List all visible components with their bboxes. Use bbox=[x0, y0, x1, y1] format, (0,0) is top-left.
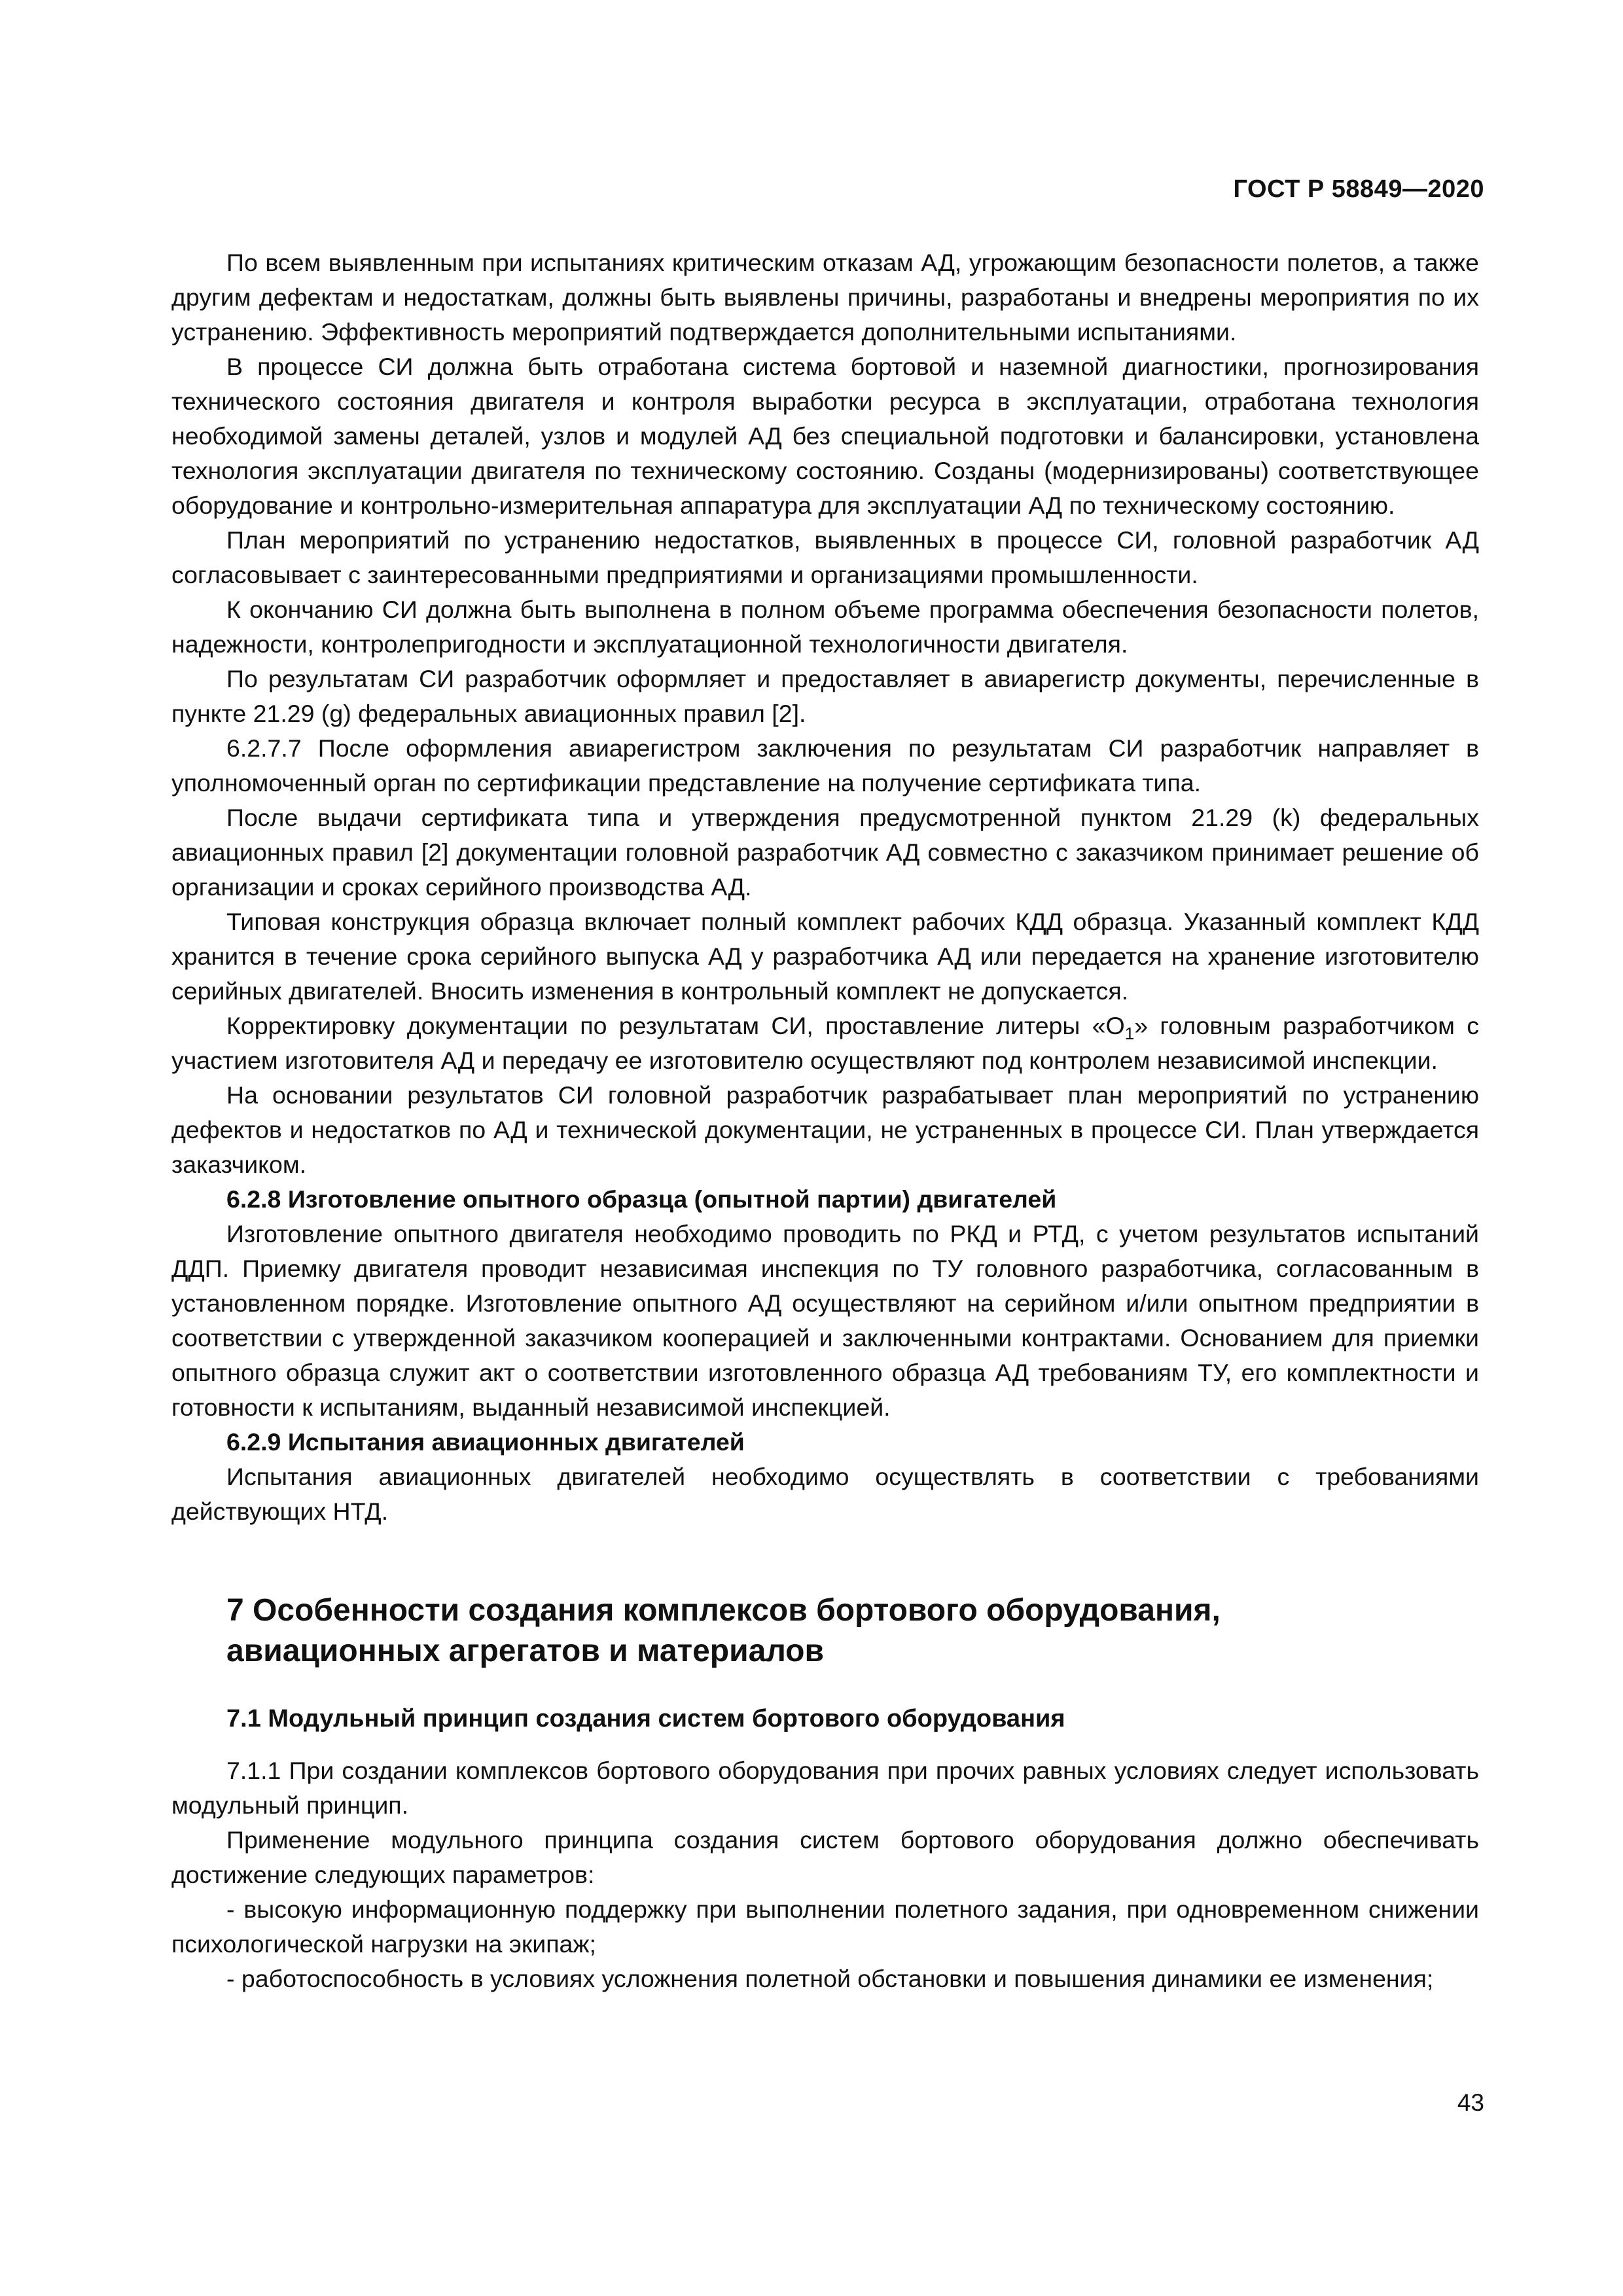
section-heading-7-1: 7.1 Модульный принцип создания систем бортового оборудования bbox=[226, 1705, 1065, 1732]
page-number: 43 bbox=[1457, 2089, 1484, 2116]
list-item: - высокую информационную поддержку при выполнении полетного задания, при одновременном снижении психологической нагрузки на экипаж; bbox=[171, 1895, 1479, 1958]
text-run: » головным разработчиком с участием изготовителя АД и передачу ее изготовителю осуществляют под контролем независимой инспекции. bbox=[171, 1012, 1479, 1074]
paragraph: На основании результатов СИ головной разработчик разрабатывает план мероприятий по устранению дефектов и недостатков по АД и технической документации, не устраненных в процессе СИ. План утверждается заказчиком. bbox=[171, 1081, 1479, 1178]
paragraph-7-1-1: 7.1.1 При создании комплексов бортового оборудования при прочих равных условиях следует использовать модульный принцип. bbox=[171, 1757, 1479, 1819]
section-heading-6-2-8: 6.2.8 Изготовление опытного образца (опытной партии) двигателей bbox=[226, 1185, 1057, 1213]
subscript: 1 bbox=[1124, 1024, 1135, 1043]
paragraph: Применение модульного принципа создания систем бортового оборудования должно обеспечивать достижение следующих параметров: bbox=[171, 1826, 1479, 1888]
paragraph: В процессе СИ должна быть отработана система бортовой и наземной диагностики, прогнозирования технического состояния двигателя и контроля выработки ресурса в эксплуатации, отработана технология необходимой замены деталей, узлов и модулей АД без специальной подготовки и балансировки, установлена технология эксплуатации двигателя по техническому состоянию. Созданы (модернизированы) соответствующее оборудование и контрольно-измерительная аппаратура для эксплуатации АД по техническому состоянию. bbox=[171, 353, 1479, 519]
document-body bbox=[171, 245, 1479, 1996]
text-run: Корректировку документации по результатам СИ, проставление литеры «О bbox=[226, 1012, 1125, 1039]
paragraph: К окончанию СИ должна быть выполнена в полном объеме программа обеспечения безопасности полетов, надежности, контролепригодности и эксплуатационной технологичности двигателя. bbox=[171, 596, 1479, 658]
paragraph-6-2-7-7: 6.2.7.7 После оформления авиарегистром заключения по результатам СИ разработчик направляет в уполномоченный орган по сертификации представление на получение сертификата типа. bbox=[171, 734, 1479, 797]
chapter-heading-7 bbox=[226, 1590, 1479, 1672]
paragraph: Изготовление опытного двигателя необходимо проводить по РКД и РТД, с учетом результатов испытаний ДДП. Приемку двигателя проводит независимая инспекция по ТУ головного разработчика, согласованным в установленном порядке. Изготовление опытного АД осуществляют на серийном и/или опытном предприятии в соответствии с утвержденной заказчиком кооперацией и заключенными контрактами. Основанием для приемки опытного образца служит акт о соответствии изготовленного образца АД требованиям ТУ, его комплектности и готовности к испытаниям, выданный независимой инспекцией. bbox=[171, 1220, 1479, 1421]
heading-line: 7 Особенности создания комплексов бортового оборудования, bbox=[226, 1593, 1221, 1628]
document-header: ГОСТ Р 58849—2020 bbox=[1233, 175, 1484, 203]
heading-line: авиационных агрегатов и материалов bbox=[226, 1634, 825, 1668]
paragraph: Типовая конструкция образца включает полный комплект рабочих КДД образца. Указанный комплект КДД хранится в течение срока серийного выпуска АД у разработчика АД или передается на хранение изготовителю серийных двигателей. Вносить изменения в контрольный комплект не допускается. bbox=[171, 908, 1479, 1005]
section-heading-6-2-9: 6.2.9 Испытания авиационных двигателей bbox=[226, 1428, 745, 1456]
paragraph: По всем выявленным при испытаниях критическим отказам АД, угрожающим безопасности полетов, а также другим дефектам и недостаткам, должны быть выявлены причины, разработаны и внедрены мероприятия по их устранению. Эффективность мероприятий подтверждается дополнительными испытаниями. bbox=[171, 249, 1479, 346]
paragraph: План мероприятий по устранению недостатков, выявленных в процессе СИ, головной разработчик АД согласовывает с заинтересованными предприятиями и организациями промышленности. bbox=[171, 526, 1479, 588]
list-item: - работоспособность в условиях усложнения полетной обстановки и повышения динамики ее изменения; bbox=[226, 1965, 1434, 1992]
paragraph: Испытания авиационных двигателей необходимо осуществлять в соответствии с требованиями действующих НТД. bbox=[171, 1463, 1479, 1525]
paragraph-litera bbox=[171, 1009, 1479, 1078]
paragraph: По результатам СИ разработчик оформляет и предоставляет в авиарегистр документы, перечисленные в пункте 21.29 (g) федеральных авиационных правил [2]. bbox=[171, 665, 1479, 727]
paragraph: После выдачи сертификата типа и утверждения предусмотренной пунктом 21.29 (k) федеральных авиационных правил [2] документации головной разработчик АД совместно с заказчиком принимает решение об организации и сроках серийного производства АД. bbox=[171, 804, 1479, 901]
